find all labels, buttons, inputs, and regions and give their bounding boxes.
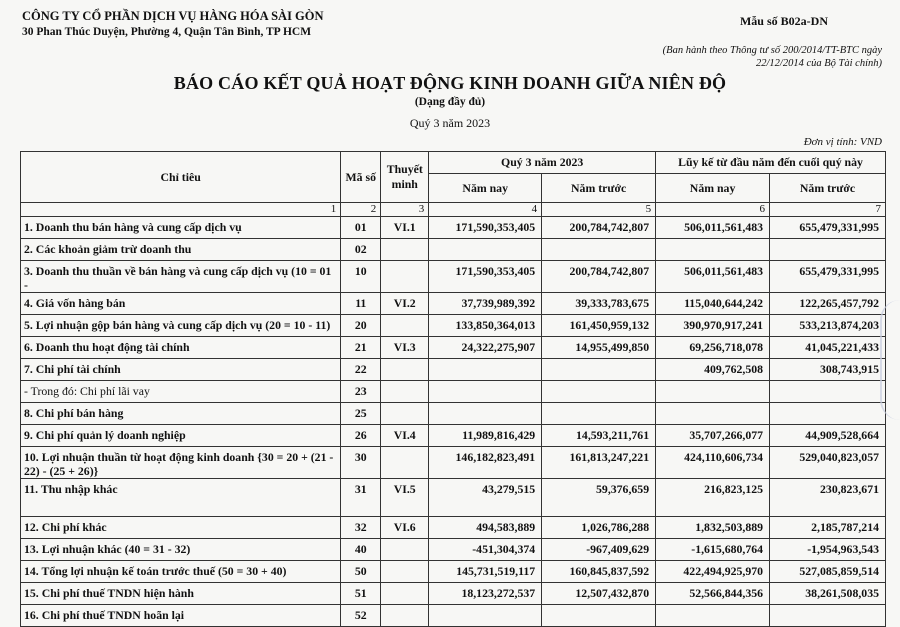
issued-note bbox=[622, 44, 882, 70]
cell-note bbox=[381, 447, 429, 479]
header-ytd-last-year: Năm trước bbox=[770, 174, 886, 203]
cell-q-last bbox=[542, 605, 656, 627]
report-title: BÁO CÁO KẾT QUẢ HOẠT ĐỘNG KINH DOANH GIỮA NIÊN ĐỘ bbox=[173, 73, 727, 93]
cell-ytd-last: 533,213,874,203 bbox=[770, 315, 886, 337]
table-row bbox=[21, 561, 886, 583]
cell-ytd-last: 308,743,915 bbox=[770, 359, 886, 381]
cell-note bbox=[381, 561, 429, 583]
report-subtitle: (Dạng đầy đủ) bbox=[414, 96, 486, 108]
currency-unit: Đơn vị tính: VND bbox=[803, 136, 882, 148]
cell-note: VI.3 bbox=[381, 337, 429, 359]
cell-q-this: 43,279,515 bbox=[429, 479, 542, 517]
cell-name: 7. Chi phí tài chính bbox=[21, 359, 341, 381]
cell-ytd-last: 38,261,508,035 bbox=[770, 583, 886, 605]
header-last-year: Năm trước bbox=[542, 174, 656, 203]
cell-code: 10 bbox=[341, 261, 381, 293]
cell-code: 02 bbox=[341, 239, 381, 261]
cell-name: 11. Thu nhập khác bbox=[21, 479, 341, 517]
cell-ytd-this: 1,832,503,889 bbox=[656, 517, 770, 539]
table-row bbox=[21, 605, 886, 627]
cell-note bbox=[381, 261, 429, 293]
cell-code: 30 bbox=[341, 447, 381, 479]
cell-q-this: 494,583,889 bbox=[429, 517, 542, 539]
company-block bbox=[22, 8, 324, 40]
cell-note: VI.5 bbox=[381, 479, 429, 517]
cell-ytd-last: 122,265,457,792 bbox=[770, 293, 886, 315]
company-address: 30 Phan Thúc Duyện, Phường 4, Quận Tân Bình, TP HCM bbox=[22, 26, 312, 38]
cell-name: 12. Chi phí khác bbox=[21, 517, 341, 539]
cell-name: 14. Tổng lợi nhuận kế toán trước thuế (50 = 30 + 40) bbox=[21, 561, 341, 583]
cell-q-last bbox=[542, 381, 656, 403]
cell-note: VI.2 bbox=[381, 293, 429, 315]
cell-code: 31 bbox=[341, 479, 381, 517]
cell-code: 21 bbox=[341, 337, 381, 359]
cell-name: 2. Các khoản giảm trừ doanh thu bbox=[21, 239, 341, 261]
cell-q-last: 14,593,211,761 bbox=[542, 425, 656, 447]
cell-ytd-last: 655,479,331,995 bbox=[770, 217, 886, 239]
cell-q-last: 200,784,742,807 bbox=[542, 261, 656, 293]
table-row bbox=[21, 479, 886, 517]
cell-q-this: 171,590,353,405 bbox=[429, 261, 542, 293]
cell-q-this bbox=[429, 359, 542, 381]
column-number-row bbox=[21, 203, 886, 217]
cell-note bbox=[381, 583, 429, 605]
cell-q-this: 133,850,364,013 bbox=[429, 315, 542, 337]
table-body bbox=[21, 217, 886, 627]
cell-q-this bbox=[429, 239, 542, 261]
table-row bbox=[21, 583, 886, 605]
header-item: Chỉ tiêu bbox=[21, 152, 341, 203]
cell-ytd-last: 2,185,787,214 bbox=[770, 517, 886, 539]
cell-ytd-last: 655,479,331,995 bbox=[770, 261, 886, 293]
cell-code: 26 bbox=[341, 425, 381, 447]
cell-ytd-this bbox=[656, 381, 770, 403]
table-row bbox=[21, 517, 886, 539]
issued-line-1: (Ban hành theo Thông tư số 200/2014/TT-BTC ngày bbox=[662, 45, 882, 56]
cell-q-this bbox=[429, 403, 542, 425]
header-quarter-group: Quý 3 năm 2023 bbox=[429, 152, 656, 174]
cell-ytd-last bbox=[770, 239, 886, 261]
cell-q-this bbox=[429, 605, 542, 627]
cell-ytd-this: 422,494,925,970 bbox=[656, 561, 770, 583]
cell-name: 6. Doanh thu hoạt động tài chính bbox=[21, 337, 341, 359]
cell-code: 51 bbox=[341, 583, 381, 605]
table-row bbox=[21, 403, 886, 425]
cell-ytd-this bbox=[656, 605, 770, 627]
seal-stamp-edge bbox=[880, 300, 900, 420]
cell-ytd-this: 52,566,844,356 bbox=[656, 583, 770, 605]
cell-code: 32 bbox=[341, 517, 381, 539]
cell-name: 9. Chi phí quản lý doanh nghiệp bbox=[21, 425, 341, 447]
cell-ytd-last: 527,085,859,514 bbox=[770, 561, 886, 583]
cell-name: 10. Lợi nhuận thuần từ hoạt động kinh doanh {30 = 20 + (21 - 22) - (25 + 26)} bbox=[21, 447, 341, 479]
cell-ytd-last: 529,040,823,057 bbox=[770, 447, 886, 479]
cell-name: 16. Chi phí thuế TNDN hoãn lại bbox=[21, 605, 341, 627]
cell-q-this: 18,123,272,537 bbox=[429, 583, 542, 605]
cell-code: 11 bbox=[341, 293, 381, 315]
cell-q-last: 200,784,742,807 bbox=[542, 217, 656, 239]
table-row bbox=[21, 261, 886, 293]
cell-q-last bbox=[542, 239, 656, 261]
cell-ytd-last: -1,954,963,543 bbox=[770, 539, 886, 561]
cell-note bbox=[381, 359, 429, 381]
issued-line-2: 22/12/2014 của Bộ Tài chính) bbox=[756, 58, 882, 69]
column-number: 3 bbox=[381, 203, 429, 217]
column-number: 7 bbox=[770, 203, 886, 217]
cell-code: 20 bbox=[341, 315, 381, 337]
cell-name: 5. Lợi nhuận gộp bán hàng và cung cấp dịch vụ (20 = 10 - 11) bbox=[21, 315, 341, 337]
cell-ytd-this bbox=[656, 239, 770, 261]
cell-q-last: 160,845,837,592 bbox=[542, 561, 656, 583]
cell-q-last: 161,813,247,221 bbox=[542, 447, 656, 479]
cell-name: 4. Giá vốn hàng bán bbox=[21, 293, 341, 315]
cell-ytd-last: 44,909,528,664 bbox=[770, 425, 886, 447]
cell-q-this: 145,731,519,117 bbox=[429, 561, 542, 583]
cell-ytd-last bbox=[770, 381, 886, 403]
cell-q-this bbox=[429, 381, 542, 403]
cell-name: 8. Chi phí bán hàng bbox=[21, 403, 341, 425]
cell-code: 25 bbox=[341, 403, 381, 425]
cell-ytd-this bbox=[656, 403, 770, 425]
cell-q-last bbox=[542, 359, 656, 381]
cell-q-this: -451,304,374 bbox=[429, 539, 542, 561]
column-number: 4 bbox=[429, 203, 542, 217]
cell-q-last: 39,333,783,675 bbox=[542, 293, 656, 315]
table-row bbox=[21, 239, 886, 261]
column-number: 6 bbox=[656, 203, 770, 217]
table-row bbox=[21, 315, 886, 337]
cell-note bbox=[381, 605, 429, 627]
cell-note bbox=[381, 539, 429, 561]
cell-ytd-this: 506,011,561,483 bbox=[656, 217, 770, 239]
table-row bbox=[21, 539, 886, 561]
header-ytd-this-year: Năm nay bbox=[656, 174, 770, 203]
cell-name: 13. Lợi nhuận khác (40 = 31 - 32) bbox=[21, 539, 341, 561]
table-row bbox=[21, 217, 886, 239]
cell-ytd-this: 424,110,606,734 bbox=[656, 447, 770, 479]
cell-ytd-this: 409,762,508 bbox=[656, 359, 770, 381]
cell-ytd-this: 216,823,125 bbox=[656, 479, 770, 517]
cell-note bbox=[381, 315, 429, 337]
cell-q-this: 37,739,989,392 bbox=[429, 293, 542, 315]
cell-note: VI.6 bbox=[381, 517, 429, 539]
cell-code: 23 bbox=[341, 381, 381, 403]
table-row bbox=[21, 337, 886, 359]
cell-ytd-this: 390,970,917,241 bbox=[656, 315, 770, 337]
table-row bbox=[21, 381, 886, 403]
cell-q-this: 24,322,275,907 bbox=[429, 337, 542, 359]
cell-note: VI.4 bbox=[381, 425, 429, 447]
cell-ytd-this: 69,256,718,078 bbox=[656, 337, 770, 359]
cell-ytd-this: 506,011,561,483 bbox=[656, 261, 770, 293]
report-period: Quý 3 năm 2023 bbox=[409, 116, 491, 130]
cell-code: 50 bbox=[341, 561, 381, 583]
cell-name: 15. Chi phí thuế TNDN hiện hành bbox=[21, 583, 341, 605]
cell-code: 40 bbox=[341, 539, 381, 561]
cell-ytd-last: 41,045,221,433 bbox=[770, 337, 886, 359]
cell-q-this: 146,182,823,491 bbox=[429, 447, 542, 479]
cell-q-last: 12,507,432,870 bbox=[542, 583, 656, 605]
cell-ytd-this: 35,707,266,077 bbox=[656, 425, 770, 447]
cell-note bbox=[381, 239, 429, 261]
cell-ytd-this: 115,040,644,242 bbox=[656, 293, 770, 315]
cell-ytd-last bbox=[770, 605, 886, 627]
cell-q-this: 11,989,816,429 bbox=[429, 425, 542, 447]
cell-name: 1. Doanh thu bán hàng và cung cấp dịch vụ bbox=[21, 217, 341, 239]
cell-note: VI.1 bbox=[381, 217, 429, 239]
column-number: 5 bbox=[542, 203, 656, 217]
cell-code: 22 bbox=[341, 359, 381, 381]
cell-ytd-last bbox=[770, 403, 886, 425]
header-note: Thuyết minh bbox=[381, 152, 429, 203]
cell-q-last: -967,409,629 bbox=[542, 539, 656, 561]
table-row bbox=[21, 425, 886, 447]
header-this-year: Năm nay bbox=[429, 174, 542, 203]
cell-ytd-last: 230,823,671 bbox=[770, 479, 886, 517]
cell-note bbox=[381, 381, 429, 403]
cell-name: 3. Doanh thu thuần về bán hàng và cung cấp dịch vụ (10 = 01 - bbox=[21, 261, 341, 293]
table-row bbox=[21, 359, 886, 381]
cell-q-last bbox=[542, 403, 656, 425]
cell-q-last: 161,450,959,132 bbox=[542, 315, 656, 337]
cell-q-this: 171,590,353,405 bbox=[429, 217, 542, 239]
cell-code: 01 bbox=[341, 217, 381, 239]
income-statement-table bbox=[20, 151, 886, 627]
cell-ytd-this: -1,615,680,764 bbox=[656, 539, 770, 561]
table-row bbox=[21, 447, 886, 479]
cell-q-last: 14,955,499,850 bbox=[542, 337, 656, 359]
table-row bbox=[21, 293, 886, 315]
cell-q-last: 1,026,786,288 bbox=[542, 517, 656, 539]
header-code: Mã số bbox=[341, 152, 381, 203]
cell-q-last: 59,376,659 bbox=[542, 479, 656, 517]
column-number: 1 bbox=[21, 203, 341, 217]
cell-name: - Trong đó: Chi phí lãi vay bbox=[21, 381, 341, 403]
form-number: Mẫu số B02a-DN bbox=[739, 14, 828, 28]
header-ytd-group: Lũy kế từ đầu năm đến cuối quý này bbox=[656, 152, 886, 174]
column-number: 2 bbox=[341, 203, 381, 217]
cell-code: 52 bbox=[341, 605, 381, 627]
cell-note bbox=[381, 403, 429, 425]
company-name: CÔNG TY CỔ PHẦN DỊCH VỤ HÀNG HÓA SÀI GÒN bbox=[22, 9, 324, 23]
